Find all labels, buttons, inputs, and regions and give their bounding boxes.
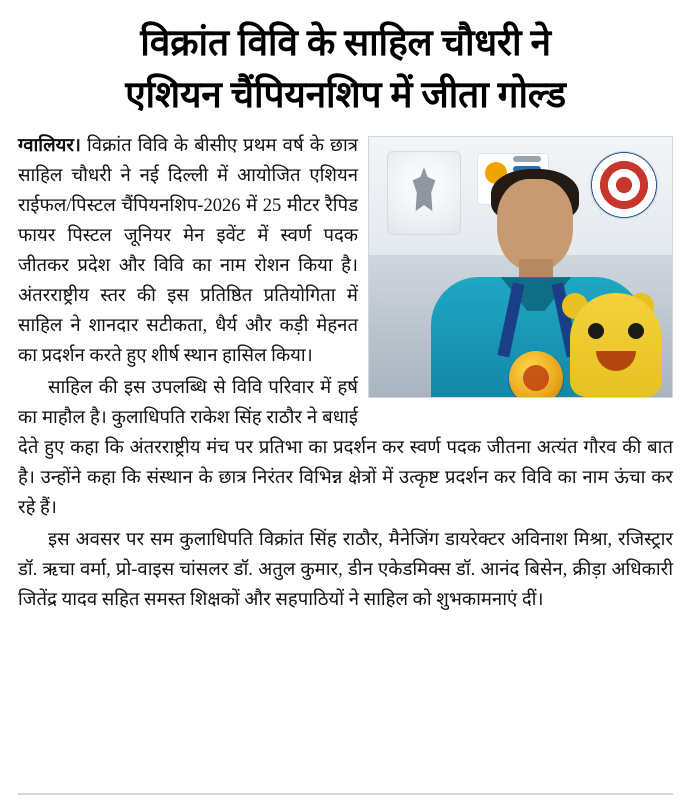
headline-line-2: एशियन चैंपियनशिप में जीता गोल्ड — [125, 75, 566, 117]
bottom-divider — [18, 793, 673, 795]
shooting-target-icon — [590, 151, 658, 219]
article-photo — [368, 136, 673, 398]
athlete-head — [497, 179, 573, 271]
paragraph-1-text: विक्रांत विवि के बीसीए प्रथम वर्ष के छात्र साहिल चौधरी ने नई दिल्ली में आयोजित एशियन राईफल/पिस्टल चैंपियनशिप-2026 में 25 मीटर रैपिड फायर पिस्टल जूनियर मेन इवेंट में स्वर्ण पदक जीतकर प्रदेश और विवि का नाम रोशन किया है। अंतरराष्ट्रीय स्तर की इस प्रतिष्ठित प्रतियोगिता में साहिल ने शानदार सटीकता, धैर्य और कड़ी मेहनत का प्रदर्शन करते हुए शीर्ष स्थान हासिल किया। — [18, 136, 358, 366]
paragraph-2: साहिल की इस उपलब्धि से विवि परिवार में हर्ष का माहौल है। कुलाधिपति राकेश सिंह राठौर ने बधाई देते हुए कहा कि अंतरराष्ट्रीय मंच पर प्रतिभा का प्रदर्शन कर स्वर्ण पदक जीतना अत्यंत गौरव की बात है। उन्होंने कहा कि संस्थान के छात्र निरंतर विभिन्न क्षेत्रों में उत्कृष्ट प्रदर्शन कर विवि का नाम ऊंचा कर रहे हैं। — [18, 377, 673, 518]
headline-line-1: विक्रांत विवि के साहिल चौधरी ने — [140, 23, 551, 64]
gold-medal-icon — [509, 351, 563, 398]
dateline: ग्वालियर। — [18, 136, 81, 157]
paragraph-3: इस अवसर पर सम कुलाधिपति विक्रांत सिंह राठौर, मैनेजिंग डायरेक्टर अविनाश मिश्रा, रजिस्ट्रार डॉ. ऋचा वर्मा, प्रो-वाइस चांसलर डॉ. अतुल कुमार, डीन एकेडमिक्स डॉ. आनंद बिसेन, क्रीड़ा अधिकारी जितेंद्र यादव सहित समस्त शिक्षकों और सहपाठियों ने साहिल को शुभकामनाएं दीं। — [18, 529, 673, 610]
event-mascot — [570, 293, 662, 397]
article-body — [18, 132, 673, 616]
national-emblem-icon — [387, 151, 461, 235]
page-title — [18, 20, 673, 120]
